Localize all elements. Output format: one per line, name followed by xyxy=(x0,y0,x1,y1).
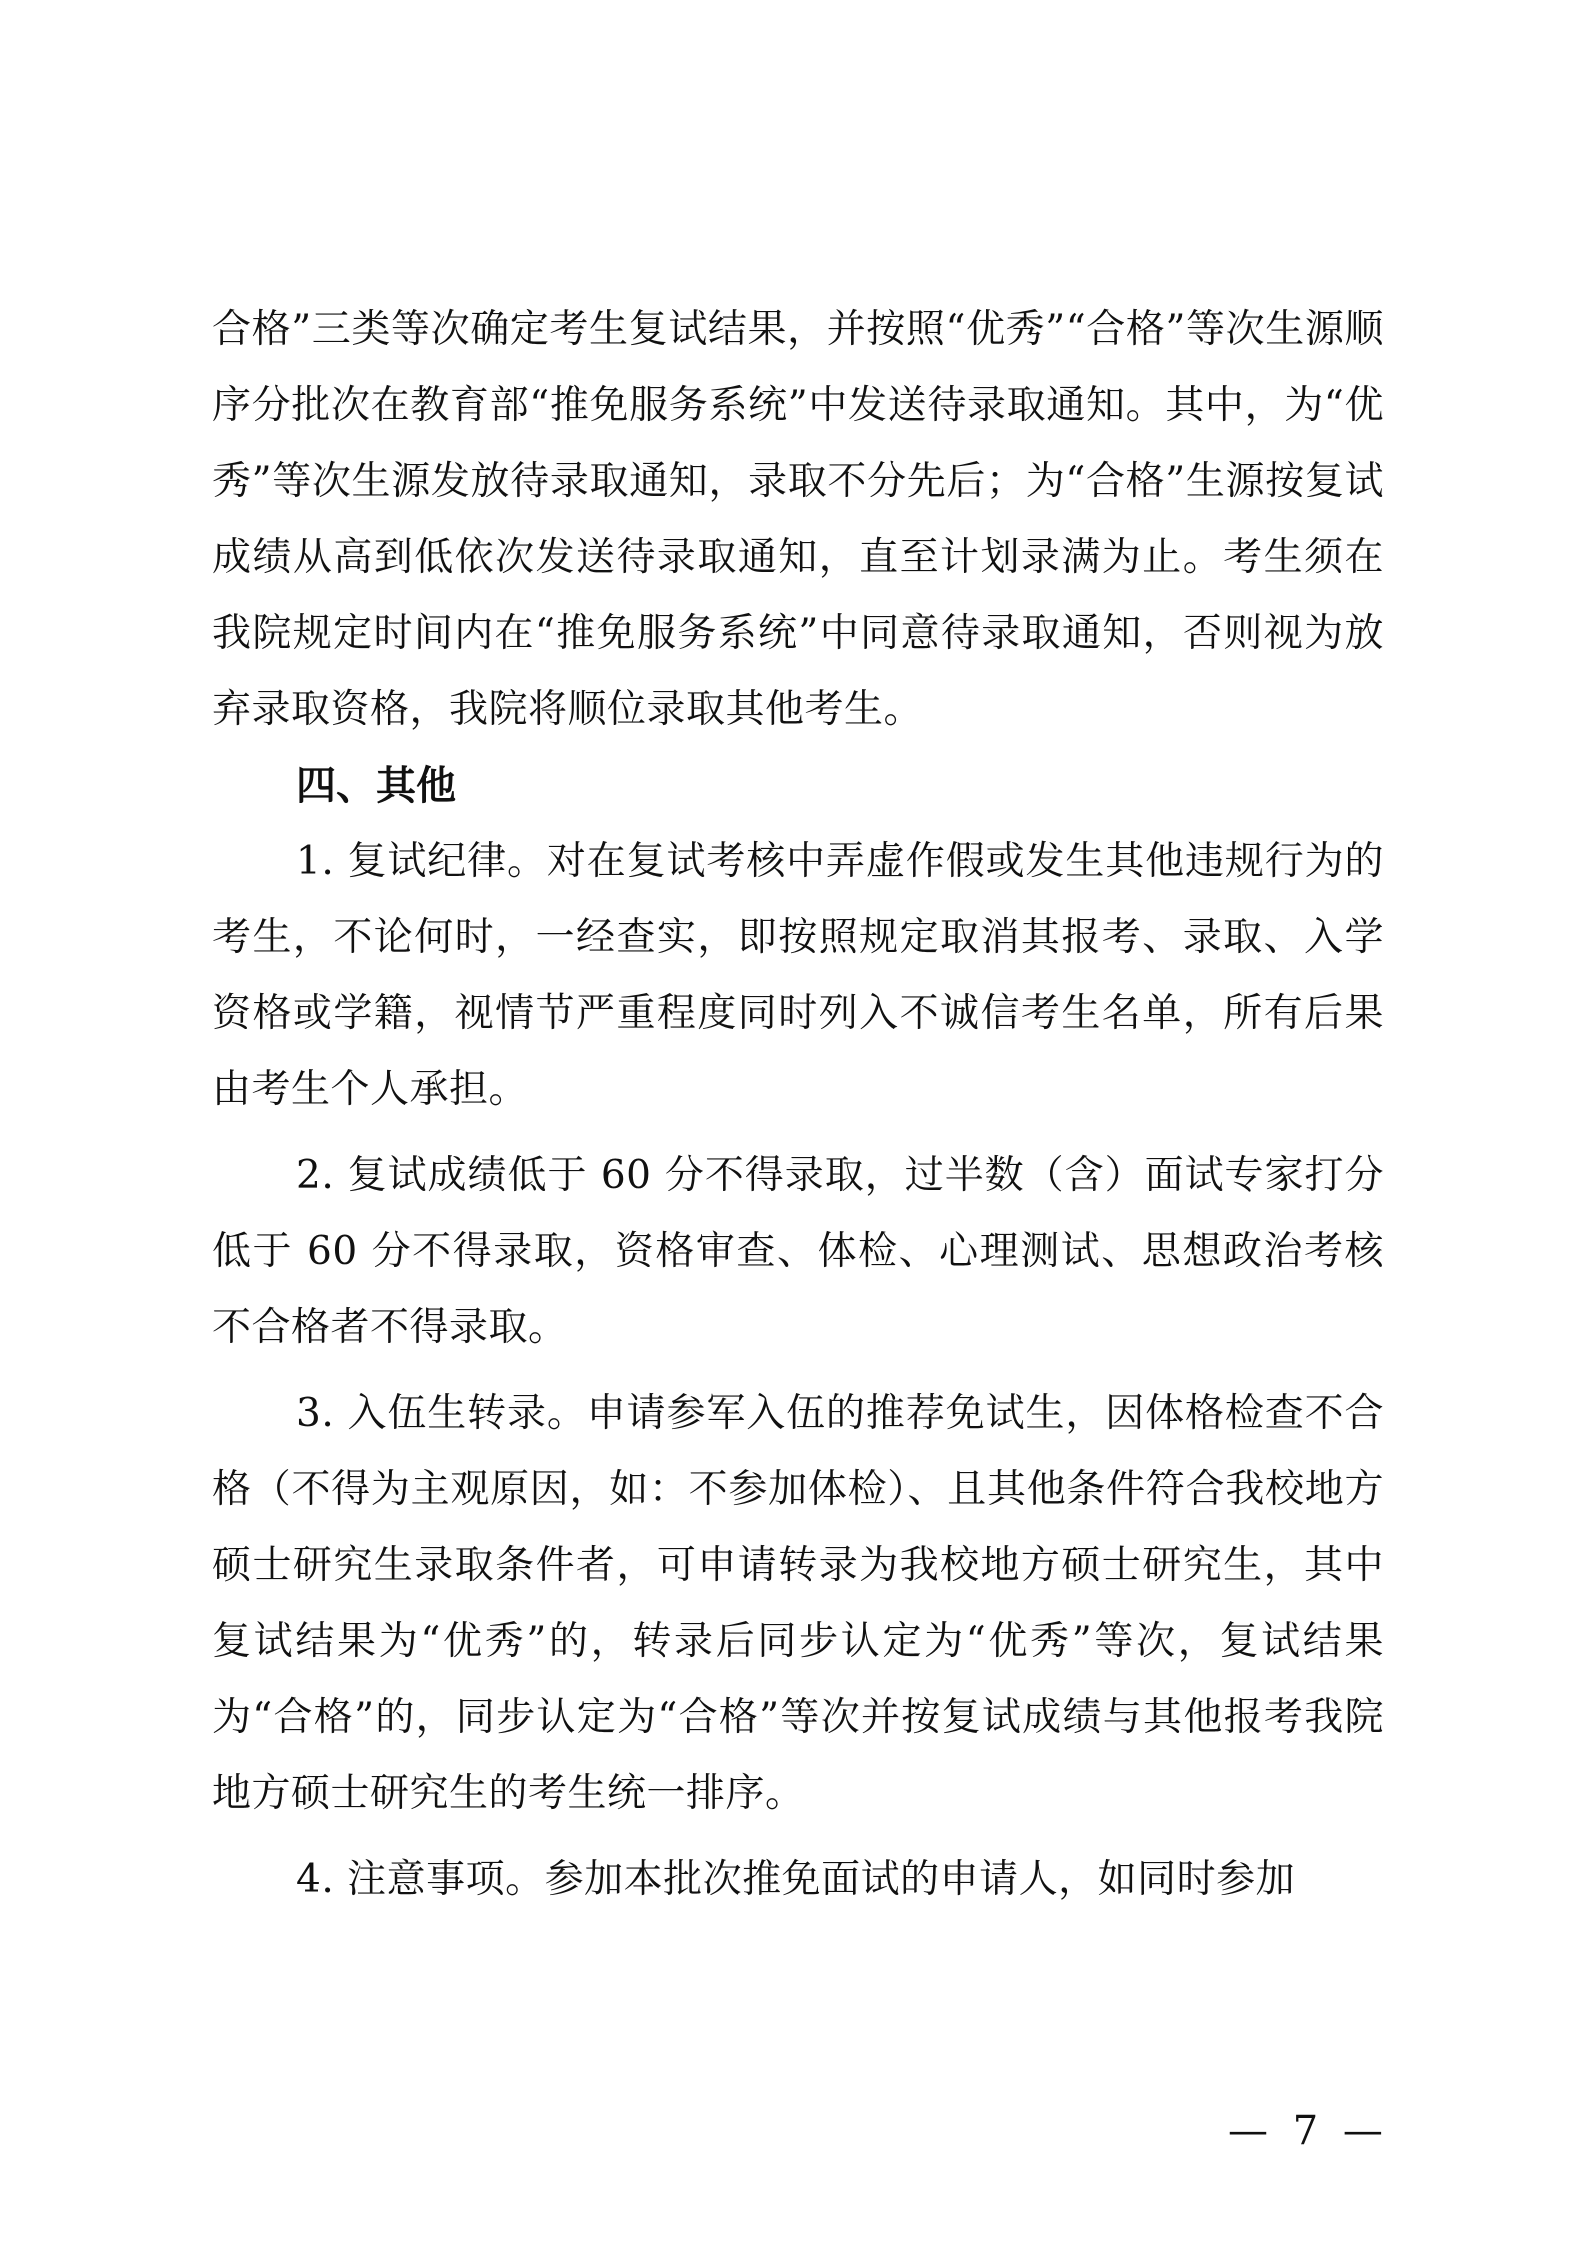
list-item-discipline: 1. 复试纪律。对在复试考核中弄虚作假或发生其他违规行为的考生，不论何时，一经查实，即按照规定取消其报考、录取、入学资格或学籍，视情节严重程度同时列入不诚信考生名单，所有后果由考生个人承担。 xyxy=(212,839,1384,1112)
list-item-enlistment-transfer: 3. 入伍生转录。申请参军入伍的推荐免试生，因体格检查不合格（不得为主观原因，如：不参加体检）、且其他条件符合我校地方硕士研究生录取条件者，可申请转录为我校地方硕士研究生，其中复试结果为“优秀”的，转录后同步认定为“优秀”等次，复试结果为“合格”的，同步认定为“合格”等次并按复试成绩与其他报考我院地方硕士研究生的考生统一排序。 xyxy=(212,1391,1384,1816)
page-number: — 7 — xyxy=(1228,2108,1389,2154)
list-item-notice: 4. 注意事项。参加本批次推免面试的申请人，如同时参加 xyxy=(296,1857,1296,1902)
list-item-score-threshold: 2. 复试成绩低于 60 分不得录取，过半数（含）面试专家打分低于 60 分不得录取，资格审查、体检、心理测试、思想政治考核不合格者不得录取。 xyxy=(212,1153,1384,1350)
intro-paragraph: 合格”三类等次确定考生复试结果，并按照“优秀”“合格”等次生源顺序分批次在教育部“推免服务系统”中发送待录取通知。其中，为“优秀”等次生源发放待录取通知，录取不分先后；为“合格”生源按复试成绩从高到低依次发送待录取通知，直至计划录满为止。考生须在我院规定时间内在“推免服务系统”中同意待录取通知，否则视为放弃录取资格，我院将顺位录取其他考生。 xyxy=(212,307,1384,732)
section-heading: 四、其他 xyxy=(296,762,456,809)
document-page xyxy=(212,292,1384,1918)
